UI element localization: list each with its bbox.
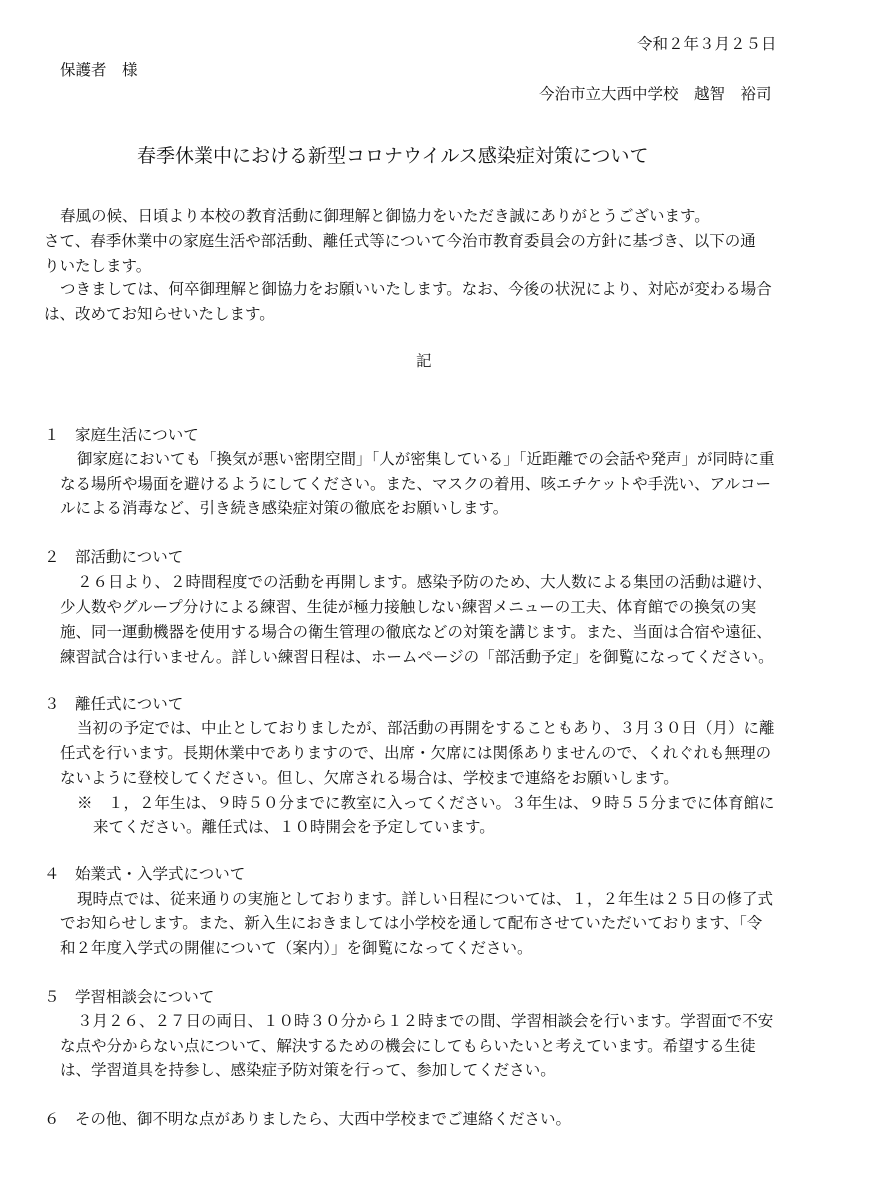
intro-line: つきましては、何卒御理解と御協力をお願いいたします。なお、今後の状況により、対応が変わる場合 [60,280,772,298]
section-heading: ４ 始業式・入学式について [44,865,246,883]
section-line: ないように登校してください。但し、欠席される場合は、学校まで連絡をお願いします。 [60,769,679,787]
section-line: でお知らせします。また、新入生におきましては小学校を通して配布させていただいております、「令 [60,914,763,932]
section-line: 和２年度入学式の開催について（案内）」を御覧になってください。 [60,939,533,957]
intro-line: 春風の候、日頃より本校の教育活動に御理解と御協力をいただき誠にありがとうございます。 [60,207,710,225]
section-line: な点や分からない点について、解決するための機会にしてもらいたいと考えています。希望する生徒 [60,1037,756,1055]
section-line: 練習試合は行いません。詳しい練習日程は、ホームページの「部活動予定」を御覧になってください。 [60,648,774,666]
recipient-line: 保護者 様 [60,61,138,79]
sender-line: 今治市立大西中学校 越智 裕司 [539,85,772,103]
section-line: 施、同一運動機器を使用する場合の衛生管理の徹底などの対策を講じます。また、当面は合宿や遠征、 [60,623,772,641]
intro-line: りいたします。 [44,257,152,275]
section-line: は、学習道具を持参し、感染症予防対策を行って、参加してください。 [60,1061,556,1079]
section-line: ２６日より、２時間程度での活動を再開します。感染予防のため、大人数による集団の活動は避け、 [77,573,773,591]
section-line: なる場所や場面を避けるようにしてください。また、マスクの着用、咳エチケットや手洗い、アルコー [60,475,771,493]
section-line: ３月２６、２７日の両日、１０時３０分から１２時までの間、学習相談会を行います。学習面で不安 [77,1012,774,1030]
section-note-line: 来てください。離任式は、１０時開会を予定しています。 [93,818,495,836]
intro-line: さて、春季休業中の家庭生活や部活動、離任式等について今治市教育委員会の方針に基づき、以下の通 [44,232,756,250]
section-heading: ２ 部活動について [44,548,184,566]
document-title: 春季休業中における新型コロナウイルス感染症対策について [137,145,649,167]
section-heading: ５ 学習相談会について [44,988,215,1006]
section-note-line: ※ １，２年生は、９時５０分までに教室に入ってください。３年生は、９時５５分までに体育館に [77,794,775,812]
section-line: 当初の予定では、中止としておりましたが、部活動の再開をすることもあり、３月３０日（月）に離 [77,719,775,737]
section-heading: ６ その他、御不明な点がありましたら、大西中学校までご連絡ください。 [44,1110,572,1128]
section-line: 御家庭においても「換気が悪い密閉空間」「人が密集している」「近距離での会話や発声」が同時に重 [77,450,775,468]
section-line: ルによる消毒など、引き続き感染症対策の徹底をお願いします。 [60,499,509,517]
section-heading: １ 家庭生活について [44,426,199,444]
section-line: 現時点では、従来通りの実施としております。詳しい日程については、１，２年生は２５日の修了式 [77,890,773,908]
ki-marker: 記 [416,352,432,370]
section-heading: ３ 離任式について [44,695,184,713]
intro-line: は、改めてお知らせいたします。 [44,305,275,323]
section-line: 任式を行います。長期休業中でありますので、出席・欠席には関係ありませんので、くれぐれも無理の [60,744,772,762]
section-line: 少人数やグループ分けによる練習、生徒が極力接触しない練習メニューの工夫、体育館での換気の実 [60,598,757,616]
document-date: 令和２年３月２５日 [637,35,777,53]
